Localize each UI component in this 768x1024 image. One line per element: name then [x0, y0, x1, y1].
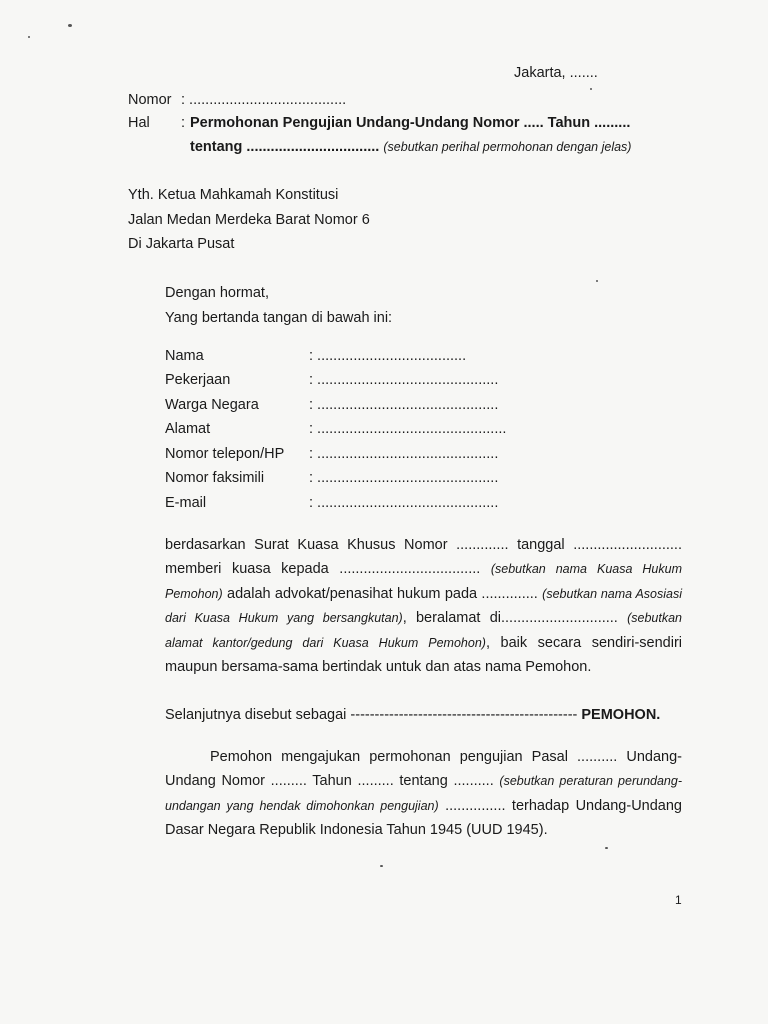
kuasa-text: berdasarkan Surat Kuasa Khusus Nomor ............. tanggal ........................... memberi kuasa kepada ...................................	[165, 537, 682, 578]
hal-label: Hal	[128, 115, 150, 131]
addressee-line: Yth. Ketua Mahkamah Konstitusi	[128, 187, 339, 203]
addressee-line: Jalan Medan Merdeka Barat Nomor 6	[128, 212, 370, 228]
scan-speck	[380, 865, 383, 867]
nomor-value: : .......................................	[181, 92, 347, 108]
pemohon-label: PEMOHON.	[581, 707, 661, 723]
page-number: 1	[675, 893, 682, 907]
field-label: Nomor telepon/HP	[165, 446, 285, 462]
addressee-line: Di Jakarta Pusat	[128, 236, 235, 252]
field-value: : .............................................	[309, 495, 499, 511]
field-label: E-mail	[165, 495, 207, 511]
kuasa-text: , baik secara sendiri-sendiri maupun bersama-sama bertindak untuk dan atas nama Pemohon.	[165, 634, 682, 676]
request-text: Pemohon mengajukan permohonan pengujian Pasal .......... Undang-Undang Nomor ......... Tahun ......... tentang ..........	[165, 749, 682, 790]
field-value: : .............................................	[309, 372, 499, 388]
scan-speck	[68, 24, 72, 27]
scan-speck	[28, 36, 30, 38]
kuasa-instruction: (sebutkan nama Asosiasi dari Kuasa Hukum yang bersangkutan)	[165, 586, 682, 626]
hal-tentang: tentang .................................	[190, 139, 380, 155]
kuasa-paragraph	[165, 533, 682, 679]
hal-instruction: (sebutkan perihal permohonan dengan jelas)	[383, 140, 632, 154]
scan-speck	[590, 88, 592, 90]
field-label: Nama	[165, 348, 204, 364]
kuasa-text: adalah advokat/penasihat hukum pada ..............	[227, 585, 538, 602]
field-label: Nomor faksimili	[165, 470, 265, 486]
hal-subject-line2	[190, 138, 631, 156]
kuasa-text: , beralamat di.............................	[402, 610, 618, 627]
place-date: Jakarta, .......	[514, 65, 598, 81]
request-instruction: (sebutkan peraturan perundang-undangan yang hendak dimohonkan pengujian)	[165, 774, 682, 813]
field-value: : .............................................	[309, 446, 499, 462]
scan-speck	[596, 280, 598, 282]
greeting: Dengan hormat,	[165, 285, 269, 301]
nomor-label: Nomor	[128, 92, 172, 108]
field-value: : .............................................	[309, 470, 499, 486]
field-value: : .....................................	[309, 348, 467, 364]
selanjutnya-text: Selanjutnya disebut sebagai -----------------------------------------------	[165, 707, 578, 723]
field-value: : ...............................................	[309, 421, 507, 437]
scan-speck	[605, 847, 608, 849]
kuasa-instruction: (sebutkan nama Kuasa Hukum Pemohon)	[165, 562, 683, 601]
field-label: Alamat	[165, 421, 211, 437]
hal-subject-line1: Permohonan Pengujian Undang-Undang Nomor ..... Tahun .........	[190, 115, 631, 131]
field-value: : .............................................	[309, 397, 499, 413]
hal-colon: :	[181, 115, 186, 131]
intro-text: Yang bertanda tangan di bawah ini:	[165, 310, 393, 326]
field-label: Warga Negara	[165, 397, 259, 413]
kuasa-instruction: (sebutkan alamat kantor/gedung dari Kuasa Hukum Pemohon)	[165, 611, 683, 650]
request-text: ............... terhadap Undang-Undang Dasar Negara Republik Indonesia Tahun 1945 (UUD 1945).	[165, 797, 682, 839]
field-label: Pekerjaan	[165, 372, 231, 388]
selanjutnya-line	[165, 706, 685, 724]
request-paragraph	[165, 745, 682, 843]
